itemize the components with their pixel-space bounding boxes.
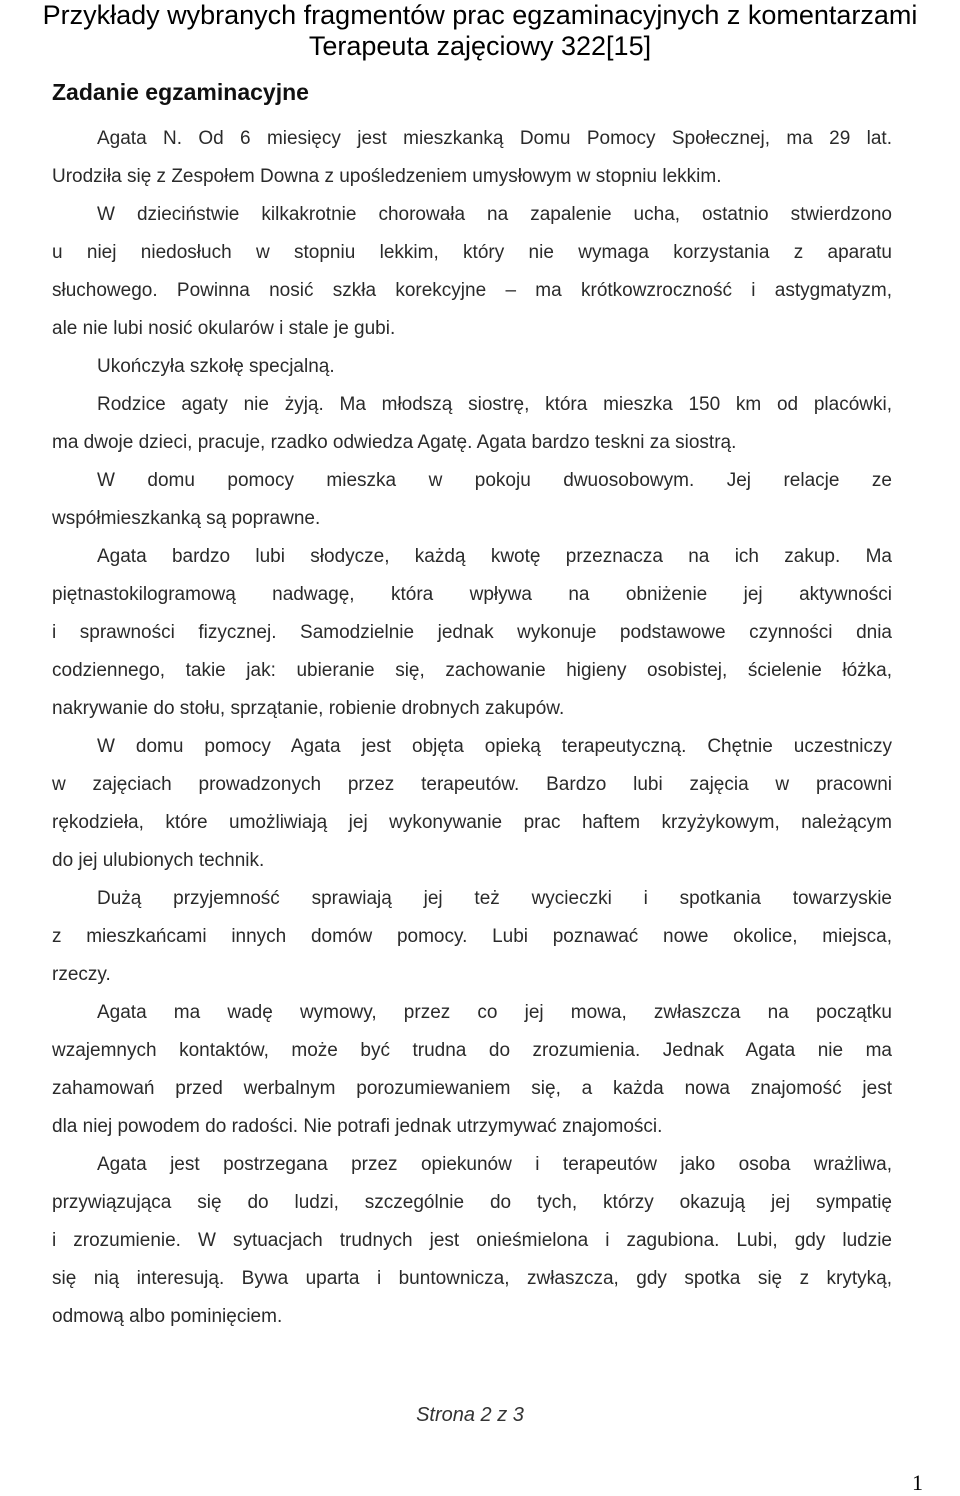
text-line: zahamowań przed werbalnym porozumiewaniem się, a każda nowa znajomość jest [52, 1078, 892, 1099]
paragraph [52, 728, 892, 880]
text-line: Agata ma wadę wymowy, przez co jej mowa, zwłaszcza na początku [97, 1002, 892, 1023]
text-line: Dużą przyjemność sprawiają jej też wycieczki i spotkania towarzyskie [97, 888, 892, 909]
text-line: nakrywanie do stołu, sprzątanie, robienie drobnych zakupów. [52, 698, 565, 719]
text-line: odmową albo pominięciem. [52, 1306, 283, 1327]
text-line: W domu pomocy Agata jest objęta opieką terapeutyczną. Chętnie uczestniczy [97, 736, 892, 757]
header-title-line1: Przykłady wybranych fragmentów prac egzaminacyjnych z komentarzami [42, 0, 918, 30]
text-line: dla niej powodem do radości. Nie potrafi jednak utrzymywać znajomości. [52, 1116, 663, 1137]
text-line: i sprawności fizycznej. Samodzielnie jednak wykonuje podstawowe czynności dnia [52, 622, 892, 643]
paragraph [52, 196, 892, 348]
text-line: Agata N. Od 6 miesięcy jest mieszkanką Domu Pomocy Społecznej, ma 29 lat. [97, 128, 892, 149]
text-line: Ukończyła szkołę specjalną. [97, 356, 335, 377]
paragraph [52, 462, 892, 538]
text-line: ale nie lubi nosić okularów i stale je gubi. [52, 318, 396, 339]
text-line: w zajęciach prowadzonych przez terapeutów. Bardzo lubi zajęcia w pracowni [52, 774, 892, 795]
paragraph [52, 386, 892, 462]
text-line: piętnastokilogramową nadwagę, która wpływa na obniżenie jej aktywności [52, 584, 892, 605]
text-line: wzajemnych kontaktów, może być trudna do zrozumienia. Jednak Agata nie ma [52, 1040, 892, 1061]
text-line: u niej niedosłuch w stopniu lekkim, który nie wymaga korzystania z aparatu [52, 242, 892, 263]
text-line: współmieszkanką są poprawne. [52, 508, 321, 529]
paragraph [52, 120, 892, 196]
text-line: Agata jest postrzegana przez opiekunów i terapeutów jako osoba wrażliwa, [97, 1154, 892, 1175]
page-number: 1 [912, 1470, 923, 1495]
text-line: Urodziła się z Zespołem Downa z upośledzeniem umysłowym w stopniu lekkim. [52, 166, 722, 187]
text-line: rękodzieła, które umożliwiają jej wykonywanie prac haftem krzyżykowym, należącym [52, 812, 892, 833]
text-line: przywiązująca się do ludzi, szczególnie do tych, którzy okazują jej sympatię [52, 1192, 892, 1213]
section-title: Zadanie egzaminacyjne [52, 79, 309, 105]
exam-text-body [52, 120, 892, 1336]
text-line: z mieszkańcami innych domów pomocy. Lubi poznawać nowe okolice, miejsca, [52, 926, 892, 947]
paragraph [52, 880, 892, 994]
text-line: ma dwoje dzieci, pracuje, rzadko odwiedza Agatę. Agata bardzo teskni za siostrą. [52, 432, 737, 453]
paragraph [52, 1146, 892, 1336]
paragraph [52, 348, 892, 386]
page-header [0, 0, 960, 62]
paragraph [52, 538, 892, 728]
scanned-exam-page [52, 76, 892, 1336]
text-line: Agata bardzo lubi słodycze, każdą kwotę przeznacza na ich zakup. Ma [97, 546, 892, 567]
text-line: W dzieciństwie kilkakrotnie chorowała na zapalenie ucha, ostatnio stwierdzono [97, 204, 892, 225]
inner-page-footer: Strona 2 z 3 [416, 1404, 524, 1426]
text-line: codziennego, takie jak: ubieranie się, zachowanie higieny osobistej, ścielenie łóżka, [52, 660, 892, 681]
text-line: rzeczy. [52, 964, 111, 985]
paragraph [52, 994, 892, 1146]
text-line: i zrozumienie. W sytuacjach trudnych jest onieśmielona i zagubiona. Lubi, gdy ludzie [52, 1230, 892, 1251]
text-line: do jej ulubionych technik. [52, 850, 265, 871]
header-title-line2: Terapeuta zajęciowy 322[15] [308, 31, 652, 61]
text-line: się nią interesują. Bywa uparta i buntownicza, zwłaszcza, gdy spotka się z krytyką, [52, 1268, 892, 1289]
text-line: Rodzice agaty nie żyją. Ma młodszą siostrę, która mieszka 150 km od placówki, [97, 394, 892, 415]
text-line: W domu pomocy mieszka w pokoju dwuosobowym. Jej relacje ze [97, 470, 892, 491]
text-line: słuchowego. Powinna nosić szkła korekcyjne – ma krótkowzroczność i astygmatyzm, [52, 280, 892, 301]
